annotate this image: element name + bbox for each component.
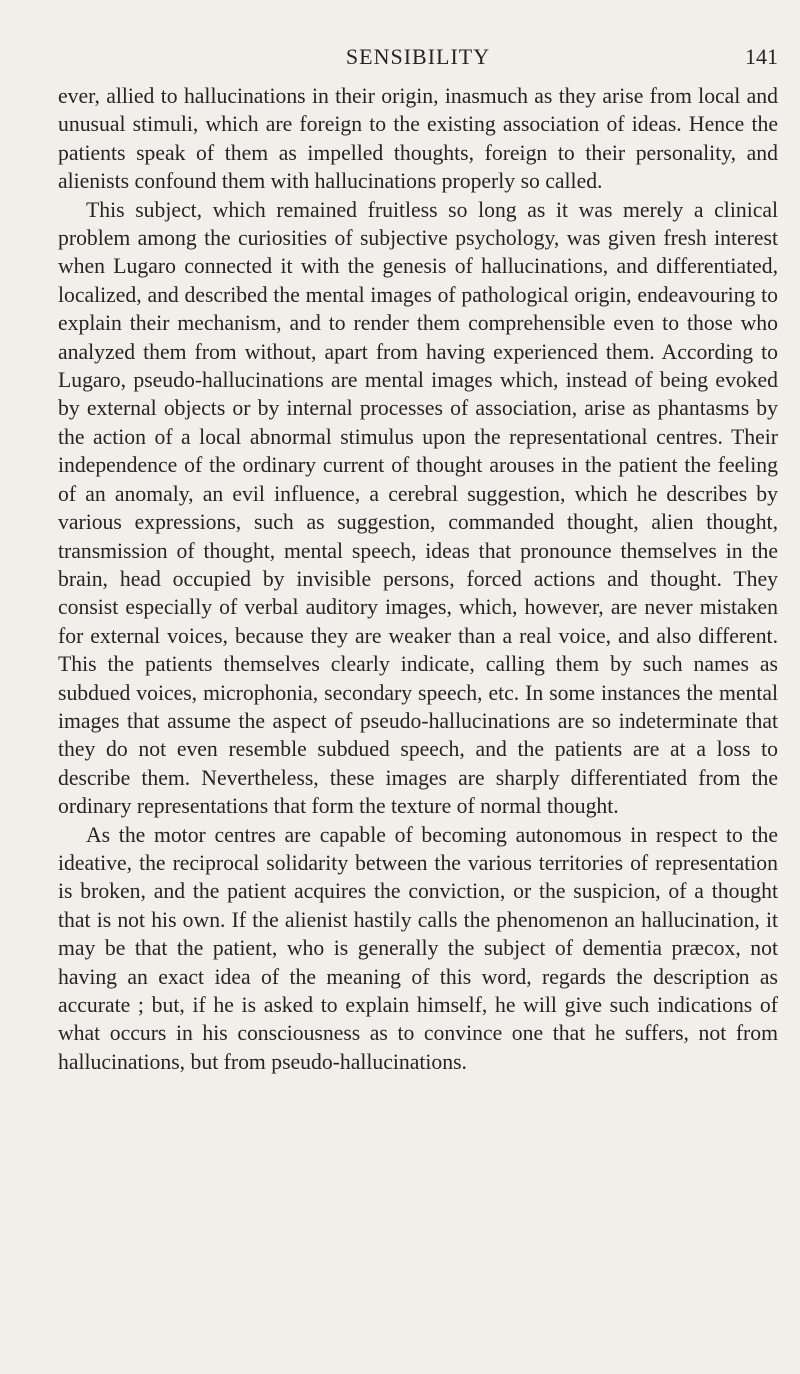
paragraph-continued: ever, allied to hallucinations in their origin, inasmuch as they arise from local and unusual stimuli, which are foreign to the existing association of ideas. Hence the patients speak of them as impelled thoughts, foreign to their personality, and alienists confound them with hallucinations properly so called. [58,84,778,194]
body-text [58,82,778,1076]
running-head [58,44,778,74]
page-number: 141 [745,44,778,69]
paragraph-lugaro: This subject, which remained fruitless so long as it was merely a clinical problem among the curiosities of subjective psychology, was given fresh interest when Lugaro connected it with the genesis of hallucinations, and differentiated, localized, and described the mental images of pathological origin, endeavouring to explain their mechanism, and to render them comprehensible even to those who analyzed them from without, apart from having experienced them. According to Lugaro, pseudo-hallucinations are mental images which, instead of being evoked by external objects or by internal processes of association, arise as phantasms by the action of a local abnormal stimulus upon the representational centres. Their independence of the ordinary current of thought arouses in the patient the feeling of an anomaly, an evil influence, a cerebral suggestion, which he describes by various expressions, such as suggestion, commanded thought, alien thought, transmission of thought, mental speech, ideas that pronounce themselves in the brain, head occupied by invisible persons, forced actions and thought. They consist especially of verbal auditory images, which, however, are never mistaken for external voices, because they are weaker than a real voice, and also different. This the patients themselves clearly indicate, calling them by such names as subdued voices, microphonia, secondary speech, etc. In some instances the mental images that assume the aspect of pseudo-hallucinations are so indeterminate that they do not even resemble subdued speech, and the patients are at a loss to describe them. Nevertheless, these images are sharply differentiated from the ordinary representations that form the texture of normal thought. [58,197,778,819]
paragraph-motor-centres: As the motor centres are capable of becoming autonomous in respect to the ideative, the reciprocal solidarity between the various territories of representation is broken, and the patient acquires the conviction, or the suspicion, of a thought that is not his own. If the alienist hastily calls the phenomenon an hallucination, it may be that the patient, who is generally the subject of dementia præcox, not having an exact idea of the meaning of this word, regards the description as accurate ; but, if he is asked to explain himself, he will give such indications of what occurs in his consciousness as to convince one that he suffers, not from hallucinations, but from pseudo-hallucinations. [58,822,778,1074]
running-title: SENSIBILITY [345,44,491,69]
